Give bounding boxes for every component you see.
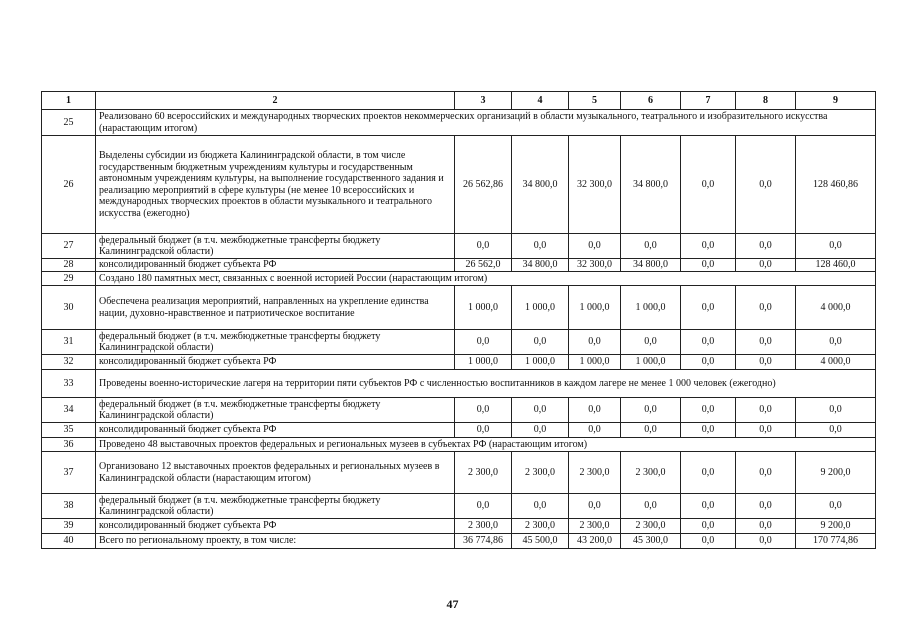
value-cell: 0,0 [736, 519, 796, 534]
row-number: 31 [42, 330, 96, 355]
row-number: 28 [42, 259, 96, 272]
value-cell: 34 800,0 [621, 136, 681, 234]
table-row [42, 234, 876, 259]
row-number: 38 [42, 494, 96, 519]
value-cell: 0,0 [736, 259, 796, 272]
budget-table [41, 91, 876, 549]
header-cell: 6 [621, 92, 681, 110]
row-number: 25 [42, 110, 96, 136]
table-row [42, 370, 876, 398]
row-number: 40 [42, 534, 96, 549]
value-cell: 0,0 [681, 330, 736, 355]
value-cell: 1 000,0 [512, 286, 569, 330]
row-number: 34 [42, 398, 96, 423]
value-cell: 4 000,0 [796, 355, 876, 370]
value-cell: 1 000,0 [621, 286, 681, 330]
table-row [42, 398, 876, 423]
value-cell: 128 460,0 [796, 259, 876, 272]
value-cell: 2 300,0 [512, 452, 569, 494]
value-cell: 0,0 [681, 136, 736, 234]
value-cell: 2 300,0 [455, 519, 512, 534]
header-cell: 4 [512, 92, 569, 110]
table-row [42, 519, 876, 534]
row-number: 27 [42, 234, 96, 259]
value-cell: 34 800,0 [512, 259, 569, 272]
row-number: 26 [42, 136, 96, 234]
value-cell: 9 200,0 [796, 452, 876, 494]
table-row [42, 330, 876, 355]
row-description: федеральный бюджет (в т.ч. межбюджетные трансферты бюджету Калининградской области) [96, 330, 455, 355]
value-cell: 0,0 [512, 423, 569, 438]
value-cell: 0,0 [621, 330, 681, 355]
value-cell: 0,0 [569, 494, 621, 519]
section-title: Реализовано 60 всероссийских и международных творческих проектов некоммерческих организаций в области музыкального, театрального и изобразительного искусства (нарастающим итогом) [96, 110, 876, 136]
value-cell: 26 562,0 [455, 259, 512, 272]
value-cell: 45 500,0 [512, 534, 569, 549]
table-row [42, 272, 876, 286]
row-description: федеральный бюджет (в т.ч. межбюджетные трансферты бюджету Калининградской области) [96, 398, 455, 423]
value-cell: 0,0 [736, 234, 796, 259]
row-description: консолидированный бюджет субъекта РФ [96, 423, 455, 438]
row-number: 39 [42, 519, 96, 534]
value-cell: 0,0 [621, 423, 681, 438]
header-cell: 1 [42, 92, 96, 110]
value-cell: 0,0 [681, 355, 736, 370]
value-cell: 43 200,0 [569, 534, 621, 549]
table-row [42, 286, 876, 330]
value-cell: 32 300,0 [569, 136, 621, 234]
value-cell: 0,0 [681, 286, 736, 330]
row-description: консолидированный бюджет субъекта РФ [96, 259, 455, 272]
table-row [42, 452, 876, 494]
value-cell: 0,0 [736, 355, 796, 370]
value-cell: 4 000,0 [796, 286, 876, 330]
value-cell: 0,0 [681, 423, 736, 438]
value-cell: 32 300,0 [569, 259, 621, 272]
value-cell: 0,0 [512, 398, 569, 423]
table-row [42, 355, 876, 370]
value-cell: 2 300,0 [569, 452, 621, 494]
table-body [42, 110, 876, 549]
header-cell: 2 [96, 92, 455, 110]
value-cell: 0,0 [621, 234, 681, 259]
row-number: 30 [42, 286, 96, 330]
value-cell: 1 000,0 [455, 286, 512, 330]
row-number: 36 [42, 438, 96, 452]
value-cell: 0,0 [512, 494, 569, 519]
row-description: федеральный бюджет (в т.ч. межбюджетные трансферты бюджету Калининградской области) [96, 234, 455, 259]
value-cell: 0,0 [736, 398, 796, 423]
row-description: Обеспечена реализация мероприятий, направленных на укрепление единства нации, духовно-нравственное и патриотическое воспитание [96, 286, 455, 330]
value-cell: 0,0 [681, 452, 736, 494]
value-cell: 0,0 [681, 519, 736, 534]
section-title: Проведены военно-исторические лагеря на территории пяти субъектов РФ с численностью воспитанников в каждом лагере не менее 1 000 человек (ежегодно) [96, 370, 876, 398]
value-cell: 0,0 [736, 286, 796, 330]
value-cell: 0,0 [455, 423, 512, 438]
row-description: консолидированный бюджет субъекта РФ [96, 519, 455, 534]
value-cell: 0,0 [569, 330, 621, 355]
value-cell: 0,0 [455, 234, 512, 259]
table-row [42, 438, 876, 452]
value-cell: 0,0 [736, 423, 796, 438]
value-cell: 0,0 [681, 494, 736, 519]
value-cell: 45 300,0 [621, 534, 681, 549]
value-cell: 0,0 [455, 398, 512, 423]
row-number: 35 [42, 423, 96, 438]
value-cell: 0,0 [681, 534, 736, 549]
value-cell: 0,0 [736, 534, 796, 549]
value-cell: 0,0 [736, 136, 796, 234]
header-cell: 7 [681, 92, 736, 110]
value-cell: 0,0 [796, 234, 876, 259]
value-cell: 0,0 [681, 234, 736, 259]
table-row [42, 259, 876, 272]
row-description: консолидированный бюджет субъекта РФ [96, 355, 455, 370]
value-cell: 0,0 [736, 494, 796, 519]
value-cell: 1 000,0 [512, 355, 569, 370]
row-number: 32 [42, 355, 96, 370]
section-title: Проведено 48 выставочных проектов федеральных и региональных музеев в субъектах РФ (нарастающим итогом) [96, 438, 876, 452]
value-cell: 0,0 [796, 494, 876, 519]
row-description: Выделены субсидии из бюджета Калининградской области, в том числе государственным бюджетным учреждениям культуры и государственным автономным учреждениям культуры, на выполнение государственного задания и реализацию мероприятий в сфере культуры (не менее 10 всероссийских и международных творческих проектов в области музыкального и театрального искусства (ежегодно) [96, 136, 455, 234]
value-cell: 2 300,0 [621, 452, 681, 494]
value-cell: 0,0 [569, 234, 621, 259]
value-cell: 0,0 [796, 398, 876, 423]
value-cell: 1 000,0 [455, 355, 512, 370]
table-row [42, 136, 876, 234]
value-cell: 0,0 [681, 259, 736, 272]
value-cell: 0,0 [621, 398, 681, 423]
table-row [42, 110, 876, 136]
value-cell: 1 000,0 [569, 355, 621, 370]
value-cell: 0,0 [512, 330, 569, 355]
row-number: 29 [42, 272, 96, 286]
value-cell: 0,0 [455, 494, 512, 519]
value-cell: 1 000,0 [569, 286, 621, 330]
value-cell: 34 800,0 [512, 136, 569, 234]
value-cell: 128 460,86 [796, 136, 876, 234]
row-number: 37 [42, 452, 96, 494]
header-cell: 5 [569, 92, 621, 110]
value-cell: 2 300,0 [569, 519, 621, 534]
section-title: Создано 180 памятных мест, связанных с военной историей России (нарастающим итогом) [96, 272, 876, 286]
row-description: Организовано 12 выставочных проектов федеральных и региональных музеев в Калининградской области (нарастающим итогом) [96, 452, 455, 494]
value-cell: 34 800,0 [621, 259, 681, 272]
value-cell: 0,0 [512, 234, 569, 259]
value-cell: 170 774,86 [796, 534, 876, 549]
header-cell: 3 [455, 92, 512, 110]
page-number: 47 [446, 597, 459, 611]
value-cell: 0,0 [736, 330, 796, 355]
table-row [42, 534, 876, 549]
value-cell: 26 562,86 [455, 136, 512, 234]
value-cell: 2 300,0 [621, 519, 681, 534]
value-cell: 9 200,0 [796, 519, 876, 534]
value-cell: 0,0 [736, 452, 796, 494]
value-cell: 2 300,0 [512, 519, 569, 534]
value-cell: 0,0 [569, 423, 621, 438]
value-cell: 0,0 [681, 398, 736, 423]
value-cell: 1 000,0 [621, 355, 681, 370]
row-description: Всего по региональному проекту, в том числе: [96, 534, 455, 549]
value-cell: 2 300,0 [455, 452, 512, 494]
value-cell: 0,0 [796, 423, 876, 438]
row-number: 33 [42, 370, 96, 398]
value-cell: 36 774,86 [455, 534, 512, 549]
table-row [42, 494, 876, 519]
header-cell: 9 [796, 92, 876, 110]
value-cell: 0,0 [621, 494, 681, 519]
value-cell: 0,0 [455, 330, 512, 355]
header-cell: 8 [736, 92, 796, 110]
value-cell: 0,0 [569, 398, 621, 423]
value-cell: 0,0 [796, 330, 876, 355]
table-header [42, 92, 876, 110]
table-row [42, 423, 876, 438]
row-description: федеральный бюджет (в т.ч. межбюджетные трансферты бюджету Калининградской области) [96, 494, 455, 519]
